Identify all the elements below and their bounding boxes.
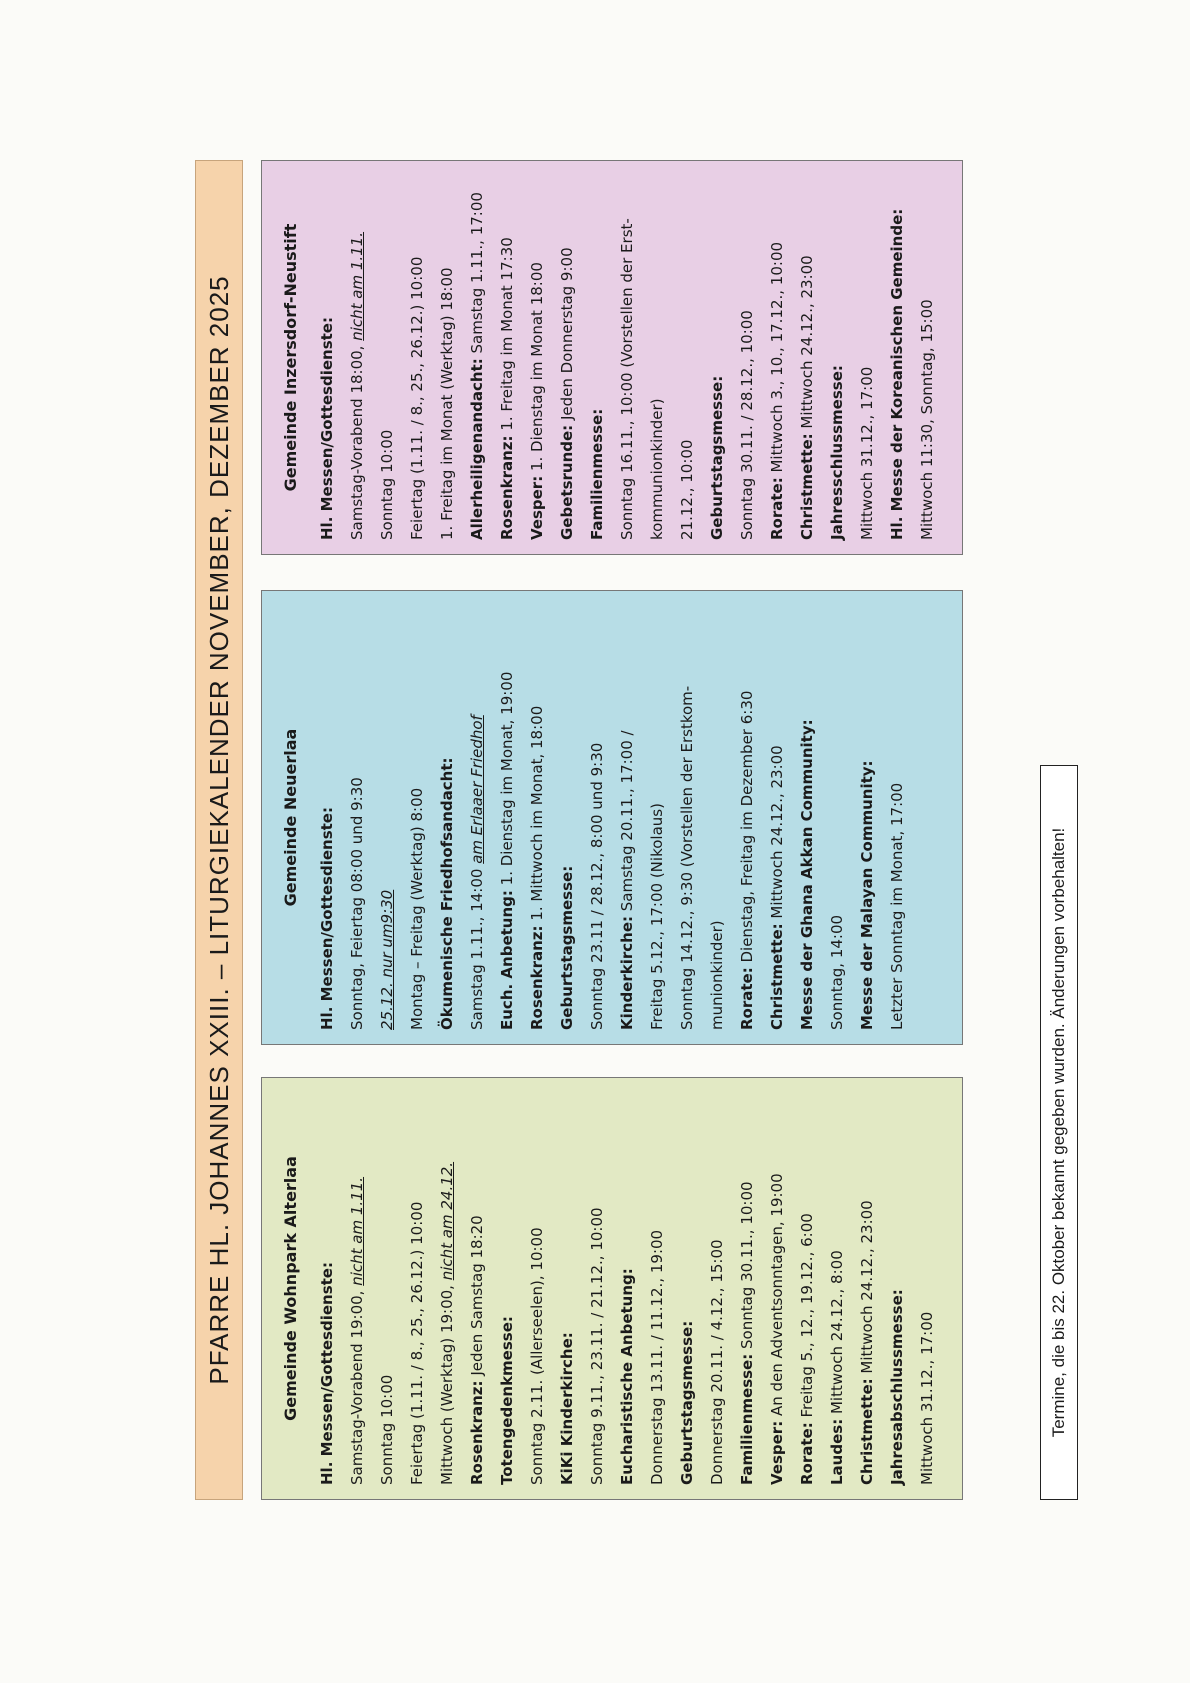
event-text: Mittwoch 24.12., 23:00 [798,255,816,434]
event-heading: Messe der Malayan Community: [858,760,876,1030]
column-inzersdorf-neustift [261,160,963,555]
event-heading: Familienmesse: [738,1353,756,1485]
event-line [342,175,372,540]
event-text: 1. Mittwoch im Monat, 18:00 [528,705,546,926]
event-line [882,175,912,540]
event-line [342,605,372,1030]
event-line [372,605,402,1030]
event-line [852,605,882,1030]
event-line [762,605,792,1030]
event-text: Sonntag 9.11., 23.11. / 21.12., 10:00 [588,1207,606,1485]
event-text: Freitag 5., 12., 19.12., 6:00 [798,1213,816,1423]
event-text: Mittwoch (Werktag) 19:00, [438,1280,456,1485]
event-heading: Christmette: [768,923,786,1030]
event-line [912,175,942,540]
event-text: Donnerstag 13.11. / 11.12., 19:00 [648,1229,666,1485]
event-line [402,605,432,1030]
event-heading: Vesper: [768,1420,786,1485]
event-heading: Familienmesse: [588,408,606,540]
event-line [612,605,642,1030]
event-heading: Geburtstagsmesse: [708,375,726,540]
event-text: Mittwoch 3., 10., 17.12., 10:00 [768,241,786,478]
event-line [492,1092,522,1485]
event-text: kommunionkinder) [648,398,666,540]
event-heading: Vesper: [528,475,546,540]
event-line [732,175,762,540]
event-line [402,1092,432,1485]
event-text: Sonntag, 14:00 [828,914,846,1030]
event-text: Mittwoch 24.12., 8:00 [828,1250,846,1419]
column-wohnpark-alterlaa [261,1077,963,1500]
event-line [762,175,792,540]
event-heading: Hl. Messen/Gottesdienste: [318,807,336,1030]
event-line [552,605,582,1030]
event-line [402,175,432,540]
event-text: Letzter Sonntag im Monat, 17:00 [888,782,906,1030]
event-text: munionkinder) [708,920,726,1030]
disclaimer-notice: Termine, die bis 22. Oktober bekannt gegeben wurden. Änderungen vorbehalten! [1040,765,1078,1500]
event-underlined-note: nicht am 1.11. [348,231,366,341]
event-line [462,175,492,540]
event-heading: Laudes: [828,1418,846,1485]
event-text: Montag – Freitag (Werktag) 8:00 [408,787,426,1030]
event-text: Freitag 5.12., 17:00 (Nikolaus) [648,803,666,1030]
event-line [432,1092,462,1485]
event-heading: KiKi Kinderkirche: [558,1332,576,1485]
event-text: Mittwoch 31.12., 17:00 [918,1311,936,1485]
event-line [822,605,852,1030]
event-text: 21.12., 10:00 [678,439,696,540]
event-text: Mittwoch 11:30, Sonntag, 15:00 [918,299,936,540]
event-heading: Rosenkranz: [528,925,546,1030]
event-line [822,1092,852,1485]
event-heading: Rosenkranz: [498,435,516,540]
event-heading: Christmette: [858,1378,876,1485]
event-line [552,175,582,540]
event-heading: Hl. Messe der Koreanischen Gemeinde: [888,208,906,540]
event-line [792,605,822,1030]
event-heading: Euch. Anbetung: [498,890,516,1030]
event-text: Sonntag 30.11., 10:00 [738,1181,756,1354]
event-text: Samstag-Vorabend 19:00, [348,1285,366,1485]
event-line [612,175,642,540]
event-text: Feiertag (1.11. / 8., 25., 26.12.) 10:00 [408,256,426,540]
event-line [462,605,492,1030]
event-text: Mittwoch 31.12., 17:00 [858,366,876,540]
event-line [702,175,732,540]
event-text: Sonntag 14.12., 9:30 (Vorstellen der Erstkom- [678,685,696,1030]
event-line [672,605,702,1030]
event-line [582,1092,612,1485]
event-list [312,605,912,1030]
event-line [642,605,672,1030]
column-title: Gemeinde Neuerlaa [281,728,300,907]
event-text: Jeden Samstag 18:20 [468,1215,486,1381]
event-underlined-note: am Erlaaer Friedhof [468,715,486,864]
event-line [762,1092,792,1485]
event-line [792,1092,822,1485]
event-line [882,605,912,1030]
event-line [732,1092,762,1485]
event-line [882,1092,912,1485]
event-heading: Messe der Ghana Akkan Community: [798,719,816,1030]
event-heading: Rorate: [768,477,786,540]
event-heading: Hl. Messen/Gottesdienste: [318,1262,336,1485]
event-text: Dienstag, Freitag im Dezember 6:30 [738,690,756,968]
event-text: An den Adventsonntagen, 19:00 [768,1173,786,1421]
event-text: Sonntag 30.11. / 28.12., 10:00 [738,310,756,540]
event-line [492,605,522,1030]
event-line [372,1092,402,1485]
event-heading: Kinderkirche: [618,915,636,1030]
event-line [312,605,342,1030]
event-text: Sonntag 10:00 [378,1374,396,1485]
event-line [522,175,552,540]
event-line [642,175,672,540]
event-heading: Allerheiligenandacht: [468,358,486,540]
event-heading: Rorate: [738,967,756,1030]
event-text: Sonntag 2.11. (Allerseelen), 10:00 [528,1227,546,1485]
event-text: Samstag 1.11., 14:00 [468,863,486,1030]
column-title: Gemeinde Wohnpark Alterlaa [281,1156,300,1421]
event-heading: Geburtstagsmesse: [678,1320,696,1485]
event-line [552,1092,582,1485]
event-line [462,1092,492,1485]
event-line [912,1092,942,1485]
event-underlined-note: nicht am 1.11. [348,1176,366,1286]
event-line [852,1092,882,1485]
event-text: Sonntag 16.11., 10:00 (Vorstellen der Erst- [618,218,636,540]
event-line [582,175,612,540]
event-heading: Ökumenische Friedhofsandacht: [438,757,456,1030]
event-text: Mittwoch 24.12., 23:00 [858,1200,876,1379]
event-line [492,175,522,540]
event-text: Samstag 20.11., 17:00 / [618,730,636,916]
event-heading: Hl. Messen/Gottesdienste: [318,317,336,540]
event-line [792,175,822,540]
event-text: Donnerstag 20.11. / 4.12., 15:00 [708,1239,726,1485]
event-text: Feiertag (1.11. / 8., 25., 26.12.) 10:00 [408,1201,426,1485]
event-heading: Rorate: [798,1422,816,1485]
event-text: Sonntag 23.11 / 28.12., 8:00 und 9:30 [588,742,606,1030]
event-line [312,175,342,540]
event-text: Sonntag 10:00 [378,429,396,540]
event-line [822,175,852,540]
event-line [432,175,462,540]
event-line [612,1092,642,1485]
event-heading: Geburtstagsmesse: [558,865,576,1030]
column-neuerlaa [261,590,963,1045]
event-text: Sonntag, Feiertag 08:00 und 9:30 [348,777,366,1030]
event-line [432,605,462,1030]
event-text: Mittwoch 24.12., 23:00 [768,745,786,924]
event-line [522,605,552,1030]
event-text: Samstag-Vorabend 18:00, [348,340,366,540]
event-text: Samstag 1.11., 17:00 [468,192,486,359]
event-heading: Jahresschlussmesse: [828,365,846,540]
column-title: Gemeinde Inzersdorf-Neustift [281,223,300,492]
event-underlined-note: 25.12. nur um9:30 [378,889,396,1030]
event-heading: Rosenkranz: [468,1380,486,1485]
event-line [732,605,762,1030]
event-line [312,1092,342,1485]
event-heading: Totengedenkmesse: [498,1316,516,1485]
event-text: 1. Dienstag im Monat 18:00 [528,262,546,476]
event-heading: Jahresabschlussmesse: [888,1289,906,1485]
event-line [702,605,732,1030]
calendar-sheet [195,160,1095,1500]
event-line [372,175,402,540]
event-heading: Gebetsrunde: [558,424,576,540]
event-line [672,175,702,540]
event-text: 1. Freitag im Monat (Werktag) 18:00 [438,267,456,540]
event-line [852,175,882,540]
event-list [312,1092,942,1485]
event-text: 1. Freitag im Monat 17:30 [498,237,516,436]
page-title: PFARRE HL. JOHANNES XXIII. – LITURGIEKALENDER NOVEMBER, DEZEMBER 2025 [195,160,243,1500]
event-line [642,1092,672,1485]
event-text: 1. Dienstag im Monat, 19:00 [498,671,516,891]
event-heading: Eucharistische Anbetung: [618,1268,636,1485]
event-list [312,175,942,540]
event-line [342,1092,372,1485]
event-underlined-note: nicht am 24.12. [438,1161,456,1281]
event-line [582,605,612,1030]
event-line [522,1092,552,1485]
event-line [702,1092,732,1485]
event-text: Jeden Donnerstag 9:00 [558,247,576,425]
event-heading: Christmette: [798,433,816,540]
event-line [672,1092,702,1485]
